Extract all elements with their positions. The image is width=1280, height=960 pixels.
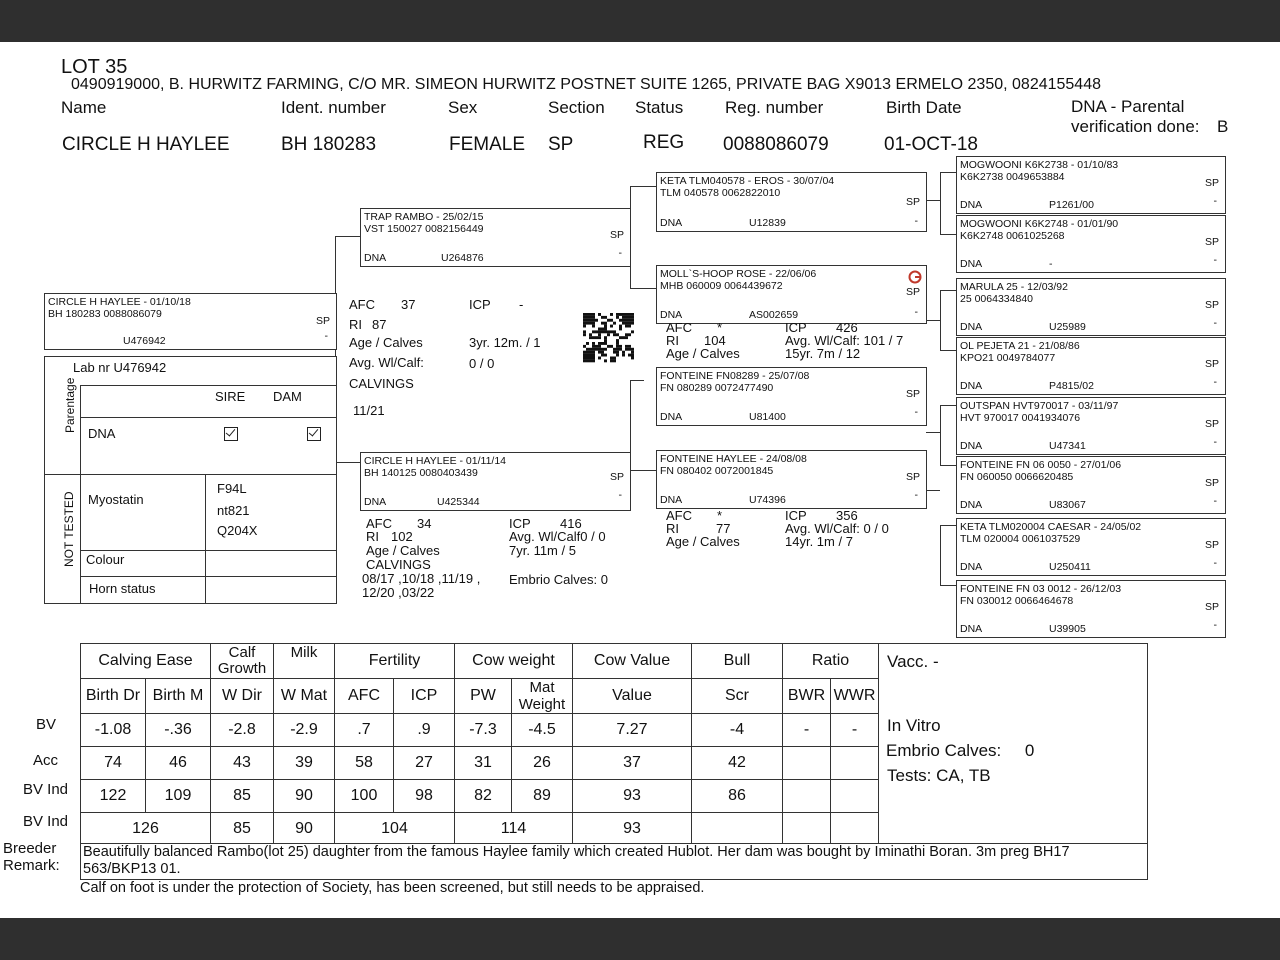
myostatin-nt821: nt821 (217, 503, 250, 518)
pedigree-connector (926, 490, 940, 491)
lab-myostatin-label: Myostatin (88, 492, 144, 507)
col-wwr: WWR (831, 679, 879, 714)
group-cow-value: Cow Value (573, 644, 692, 679)
cell: .7 (335, 714, 394, 747)
pedigree-connector (940, 234, 956, 235)
row-label-bv-ind-2: BV Ind (23, 813, 69, 830)
ggp-dash: - (1213, 317, 1217, 329)
ggp-sp: SP (1204, 477, 1219, 489)
ggp-title: MOGWOONI K6K2748 - 01/01/90 (960, 218, 1119, 230)
sire-dna-label: DNA (364, 252, 387, 264)
cell: -2.9 (274, 714, 335, 747)
ggp-dash: - (1213, 619, 1217, 631)
cell: -1.08 (81, 714, 146, 747)
pedigree-connector (940, 525, 941, 585)
gd2-ri-label: RI (666, 521, 679, 536)
ggp-dash: - (1213, 195, 1217, 207)
dam-age: 7yr. 11m / 5 (509, 543, 576, 558)
animal-birth: 01-OCT-18 (884, 134, 978, 155)
self-dna: U476942 (123, 335, 166, 347)
gd2-age-label: Age / Calves (666, 534, 740, 549)
gp-dna-label: DNA (660, 309, 683, 321)
gp-dna: U81400 (749, 411, 786, 423)
group-fertility: Fertility (335, 644, 455, 679)
bv-ind-row (81, 780, 879, 813)
cell: 122 (81, 780, 146, 813)
ggp-sp: SP (1204, 177, 1219, 189)
cell: 93 (573, 813, 692, 846)
dam-sp: SP (609, 471, 624, 483)
col-birth-dr: Birth Dr (81, 679, 146, 714)
pedigree-connector (940, 350, 956, 351)
ggp-dna: U83067 (1049, 499, 1086, 511)
gp-sp: SP (905, 196, 920, 208)
remark-label-1: Breeder (3, 840, 57, 857)
great-grandparent-box (956, 580, 1226, 638)
lab-colour-label: Colour (86, 552, 125, 567)
qr-code (582, 313, 635, 363)
ggp-sp: SP (1204, 236, 1219, 248)
animal-name: CIRCLE H HAYLEE (62, 134, 230, 155)
pedigree-connector (940, 290, 941, 350)
gp-dash: - (914, 406, 918, 418)
pedigree-connector (630, 380, 644, 381)
animal-reg: 0088086079 (723, 134, 829, 155)
cell: -7.3 (455, 714, 512, 747)
cell: 109 (146, 780, 211, 813)
cell: 74 (81, 747, 146, 780)
gp-dna-label: DNA (660, 494, 683, 506)
self-dash: - (324, 330, 328, 342)
pedigree-connector (940, 465, 956, 466)
ggp-dash: - (1213, 376, 1217, 388)
sire-icp: - (519, 297, 524, 312)
ggp-dna: - (1049, 258, 1053, 270)
pedigree-connector (940, 290, 956, 291)
ggp-ids: K6K2748 0061025268 (960, 230, 1065, 242)
sire-avg: 0 / 0 (469, 356, 495, 371)
ggp-dna-label: DNA (960, 561, 983, 573)
cell: 37 (573, 747, 692, 780)
lab-sire-header: SIRE (215, 389, 246, 404)
ggp-sp: SP (1204, 418, 1219, 430)
dam-ri-label: RI (366, 529, 379, 544)
col-afc: AFC (335, 679, 394, 714)
gp-dash: - (914, 306, 918, 318)
gd1-afc: * (717, 320, 723, 335)
embrio-text: Embrio Calves: 0 (886, 741, 1035, 760)
cell: 46 (146, 747, 211, 780)
dam-dna-label: DNA (364, 496, 387, 508)
header-status: Status (635, 98, 684, 117)
cell (783, 813, 831, 846)
pedigree-connector (630, 470, 656, 471)
cell: 85 (211, 813, 274, 846)
animal-status: REG (643, 132, 685, 153)
cell: 98 (394, 780, 455, 813)
cell: 90 (274, 780, 335, 813)
group-milk: Milk (274, 644, 335, 679)
grandparent-box (656, 265, 927, 324)
pedigree-connector (630, 288, 656, 289)
sire-afc: 37 (401, 297, 416, 312)
cell: 26 (512, 747, 573, 780)
group-cow-weight: Cow weight (455, 644, 573, 679)
gd2-age: 14yr. 1m / 7 (785, 534, 853, 549)
sire-calvings-label: CALVINGS (349, 376, 414, 391)
pedigree-connector (940, 172, 956, 173)
self-title: CIRCLE H HAYLEE - 01/10/18 (48, 296, 191, 308)
cell: 85 (211, 780, 274, 813)
cell: 27 (394, 747, 455, 780)
myostatin-q204x: Q204X (217, 523, 258, 538)
col-bwr: BWR (783, 679, 831, 714)
ggp-title: OL PEJETA 21 - 21/08/86 (960, 340, 1080, 352)
ggp-dna-label: DNA (960, 623, 983, 635)
gd1-afc-label: AFC (666, 320, 692, 335)
pedigree-connector (335, 462, 360, 463)
col-icp: ICP (394, 679, 455, 714)
pedigree-connector (940, 172, 941, 234)
grandparent-box (656, 172, 927, 232)
grandparent-box (656, 367, 927, 426)
cell: - (831, 714, 879, 747)
ggp-ids: 25 0064334840 (960, 293, 1033, 305)
col-scr: Scr (692, 679, 783, 714)
ggp-dash: - (1213, 557, 1217, 569)
grandparent-box (656, 450, 927, 509)
gp-dash: - (914, 489, 918, 501)
header-birth: Birth Date (886, 98, 962, 117)
gd2-avg: Avg. Wl/Calf: 0 / 0 (785, 521, 889, 536)
pedigree-connector (940, 405, 941, 465)
cell: .9 (394, 714, 455, 747)
parentage-vertical-label: Parentage (63, 377, 77, 433)
cell: 7.27 (573, 714, 692, 747)
ggp-ids: KPO21 0049784077 (960, 352, 1056, 364)
dam-calvings-label: CALVINGS (366, 557, 431, 572)
row-label-bv: BV (36, 716, 57, 733)
ggp-title: FONTEINE FN 06 0050 - 27/01/06 (960, 459, 1122, 471)
gd1-avg: Avg. Wl/Calf: 101 / 7 (785, 333, 904, 348)
group-bull: Bull (692, 644, 783, 679)
great-grandparent-box (956, 278, 1226, 336)
breed-logo-icon (908, 270, 922, 284)
cell: 58 (335, 747, 394, 780)
animal-ident: BH 180283 (281, 134, 377, 155)
cell (831, 780, 879, 813)
ggp-title: FONTEINE FN 03 0012 - 26/12/03 (960, 583, 1122, 595)
in-vitro-text: In Vitro (887, 716, 941, 735)
col-w-dir: W Dir (211, 679, 274, 714)
breeding-values-table (80, 643, 879, 846)
dam-afc: 34 (417, 516, 432, 531)
header-sex: Sex (448, 98, 478, 117)
gp-dna: U74396 (749, 494, 786, 506)
top-bar (0, 0, 1280, 42)
sire-icp-label: ICP (469, 297, 491, 312)
col-w-mat: W Mat (274, 679, 335, 714)
cell: 82 (455, 780, 512, 813)
sire-afc-label: AFC (349, 297, 375, 312)
ggp-dna-label: DNA (960, 499, 983, 511)
cell: 126 (81, 813, 211, 846)
vacc-text: Vacc. - (887, 652, 939, 671)
great-grandparent-box (956, 215, 1226, 273)
remark-line-1: Beautifully balanced Rambo(lot 25) daughter from the famous Haylee family which created Hublot. Her dam was bought by Iminathi Boran. 3m preg BH17 (83, 844, 1070, 860)
acc-row (81, 747, 879, 780)
gd1-age-label: Age / Calves (666, 346, 740, 361)
dam-dash: - (618, 489, 622, 501)
ggp-dna-label: DNA (960, 380, 983, 392)
cell: 39 (274, 747, 335, 780)
cell: 104 (335, 813, 455, 846)
dam-calvings-2: 12/20 ,03/22 (362, 585, 435, 600)
ggp-dash: - (1213, 495, 1217, 507)
ggp-dna: P1261/00 (1049, 199, 1094, 211)
ggp-ids: TLM 020004 0061037529 (960, 533, 1081, 545)
ggp-sp: SP (1204, 358, 1219, 370)
col-mat-weight: Mat Weight (512, 679, 573, 714)
ggp-ids: K6K2738 0049653884 (960, 171, 1065, 183)
ggp-dash: - (1213, 254, 1217, 266)
self-pedigree-box (44, 293, 337, 350)
gd2-afc: * (717, 508, 723, 523)
gp-dna: AS002659 (749, 309, 799, 321)
gp-title: MOLL`S-HOOP ROSE - 22/06/06 (660, 268, 817, 280)
ggp-ids: HVT 970017 0041934076 (960, 412, 1081, 424)
gp-ids: FN 080402 0072001845 (660, 465, 774, 477)
self-sp: SP (315, 315, 330, 327)
sire-ri-label: RI (349, 317, 362, 332)
sire-box (360, 208, 631, 267)
cell: 93 (573, 780, 692, 813)
lab-number: Lab nr U476942 (73, 360, 167, 375)
ggp-dash: - (1213, 436, 1217, 448)
cell: -.36 (146, 714, 211, 747)
gd2-icp-label: ICP (785, 508, 807, 523)
header-dna-2: verification done: (1071, 117, 1200, 136)
owner-line: 0490919000, B. HURWITZ FARMING, C/O MR. SIMEON HURWITZ POSTNET SUITE 1265, PRIVATE BAG X9013 ERMELO 2350, 0824155448 (71, 76, 1101, 93)
great-grandparent-box (956, 397, 1226, 455)
dam-calvings-1: 08/17 ,10/18 ,11/19 , (362, 571, 481, 586)
lot-number: LOT 35 (61, 56, 128, 78)
group-ratio: Ratio (783, 644, 879, 679)
cell: 100 (335, 780, 394, 813)
cell (783, 747, 831, 780)
dam-icp: 416 (560, 516, 582, 531)
lab-results-box (44, 356, 337, 604)
ggp-dna: P4815/02 (1049, 380, 1094, 392)
gp-title: FONTEINE HAYLEE - 24/08/08 (660, 453, 807, 465)
gp-sp: SP (905, 286, 920, 298)
dam-avg: Avg. Wl/Calf0 / 0 (509, 529, 606, 544)
ggp-title: MARULA 25 - 12/03/92 (960, 281, 1068, 293)
lab-horn-label: Horn status (89, 581, 156, 596)
pedigree-connector (335, 236, 360, 237)
ggp-dna-label: DNA (960, 258, 983, 270)
gp-dash: - (914, 215, 918, 227)
bv-ind-2-row (81, 813, 879, 846)
cell: -4.5 (512, 714, 573, 747)
ggp-dna-label: DNA (960, 321, 983, 333)
col-pw: PW (455, 679, 512, 714)
pedigree-connector (630, 186, 656, 187)
ggp-dna: U47341 (1049, 440, 1086, 452)
ggp-sp: SP (1204, 601, 1219, 613)
col-birth-m: Birth M (146, 679, 211, 714)
gp-sp: SP (905, 388, 920, 400)
cell (831, 747, 879, 780)
sire-ri: 87 (372, 317, 387, 332)
dam-age-label: Age / Calves (366, 543, 440, 558)
lab-dna-label: DNA (88, 426, 116, 441)
animal-sex: FEMALE (449, 134, 526, 155)
cell: 90 (274, 813, 335, 846)
pedigree-connector (940, 405, 956, 406)
cell: - (783, 714, 831, 747)
cell: -4 (692, 714, 783, 747)
pedigree-connector (940, 525, 956, 526)
gd1-ri-label: RI (666, 333, 679, 348)
row-label-bv-ind: BV Ind (23, 781, 69, 798)
sire-age-label: Age / Calves (349, 335, 423, 350)
ggp-ids: FN 030012 0066464678 (960, 595, 1074, 607)
remark-box (80, 843, 1148, 880)
row-label-acc: Acc (33, 752, 59, 769)
cell (783, 780, 831, 813)
sire-ids: VST 150027 0082156449 (364, 223, 484, 235)
group-calving-ease: Calving Ease (81, 644, 211, 679)
gp-ids: FN 080289 0072477490 (660, 382, 774, 394)
cell: 31 (455, 747, 512, 780)
cell: 86 (692, 780, 783, 813)
ggp-title: KETA TLM020004 CAESAR - 24/05/02 (960, 521, 1142, 533)
cell: -2.8 (211, 714, 274, 747)
footer-note: Calf on foot is under the protection of Society, has been screened, but still needs to be appraised. (80, 880, 705, 896)
great-grandparent-box (956, 456, 1226, 514)
header-ident: Ident. number (281, 98, 386, 117)
dam-dna-check-icon (307, 427, 321, 441)
gd2-icp: 356 (836, 508, 858, 523)
dam-dna: U425344 (437, 496, 480, 508)
ggp-dna: U250411 (1049, 561, 1091, 573)
vaccination-panel (878, 643, 1148, 845)
group-calf-growth: Calf Growth (211, 644, 274, 679)
col-value: Value (573, 679, 692, 714)
sire-calvings: 11/21 (353, 403, 385, 418)
remark-line-2: 563/BKP13 01. (83, 861, 181, 877)
gp-dna: U12839 (749, 217, 786, 229)
gp-dna-label: DNA (660, 217, 683, 229)
dam-afc-label: AFC (366, 516, 392, 531)
gp-ids: MHB 060009 0064439672 (660, 280, 783, 292)
pedigree-connector (926, 432, 940, 433)
dna-done-value: B (1217, 117, 1229, 136)
sire-dna-check-icon (224, 427, 238, 441)
sire-title: TRAP RAMBO - 25/02/15 (364, 211, 484, 223)
ggp-dna: U39905 (1049, 623, 1086, 635)
sire-dna: U264876 (441, 252, 484, 264)
dam-title: CIRCLE H HAYLEE - 01/11/14 (364, 455, 507, 467)
cell: 43 (211, 747, 274, 780)
ggp-sp: SP (1204, 539, 1219, 551)
gp-ids: TLM 040578 0062822010 (660, 187, 781, 199)
pedigree-connector (926, 320, 940, 321)
header-section: Section (548, 98, 605, 117)
cell (831, 813, 879, 846)
header-reg: Reg. number (725, 98, 824, 117)
dam-embrio: Embrio Calves: 0 (509, 572, 608, 587)
gp-sp: SP (905, 471, 920, 483)
header-name: Name (61, 98, 107, 117)
dam-icp-label: ICP (509, 516, 531, 531)
sire-dash: - (618, 247, 622, 259)
ggp-ids: FN 060050 0066620485 (960, 471, 1074, 483)
sire-age: 3yr. 12m. / 1 (469, 335, 541, 350)
sire-sp: SP (609, 229, 624, 241)
gd1-icp-label: ICP (785, 320, 807, 335)
gd1-ri: 104 (704, 333, 726, 348)
ggp-title: OUTSPAN HVT970017 - 03/11/97 (960, 400, 1119, 412)
bottom-bar (0, 918, 1280, 960)
header-dna-1: DNA - Parental (1071, 97, 1185, 116)
ggp-sp: SP (1204, 299, 1219, 311)
gd2-afc-label: AFC (666, 508, 692, 523)
dam-box (360, 452, 631, 511)
gp-dna-label: DNA (660, 411, 683, 423)
gd1-age: 15yr. 7m / 12 (785, 346, 861, 361)
great-grandparent-box (956, 518, 1226, 576)
self-ids: BH 180283 0088086079 (48, 308, 162, 320)
gp-title: KETA TLM040578 - EROS - 30/07/04 (660, 175, 835, 187)
cell: 114 (455, 813, 573, 846)
cell (692, 813, 783, 846)
myostatin-f94l: F94L (217, 481, 247, 496)
ggp-dna: U25989 (1049, 321, 1086, 333)
tests-text: Tests: CA, TB (887, 766, 991, 785)
animal-section: SP (548, 134, 574, 155)
ggp-title: MOGWOONI K6K2738 - 01/10/83 (960, 159, 1119, 171)
cell: 89 (512, 780, 573, 813)
sire-avg-label: Avg. Wl/Calf: (349, 355, 424, 370)
bv-row (81, 714, 879, 747)
great-grandparent-box (956, 156, 1226, 214)
gp-title: FONTEINE FN08289 - 25/07/08 (660, 370, 810, 382)
lab-dam-header: DAM (273, 389, 302, 404)
cell: 42 (692, 747, 783, 780)
gd2-ri: 77 (716, 521, 731, 536)
remark-label-2: Remark: (3, 857, 60, 874)
great-grandparent-box (956, 337, 1226, 395)
pedigree-connector (940, 585, 956, 586)
dam-ids: BH 140125 0080403439 (364, 467, 478, 479)
gd1-icp: 426 (836, 320, 858, 335)
ggp-dna-label: DNA (960, 199, 983, 211)
not-tested-vertical-label: NOT TESTED (62, 491, 76, 567)
dam-ri: 102 (391, 529, 413, 544)
pedigree-connector (926, 200, 940, 201)
ggp-dna-label: DNA (960, 440, 983, 452)
